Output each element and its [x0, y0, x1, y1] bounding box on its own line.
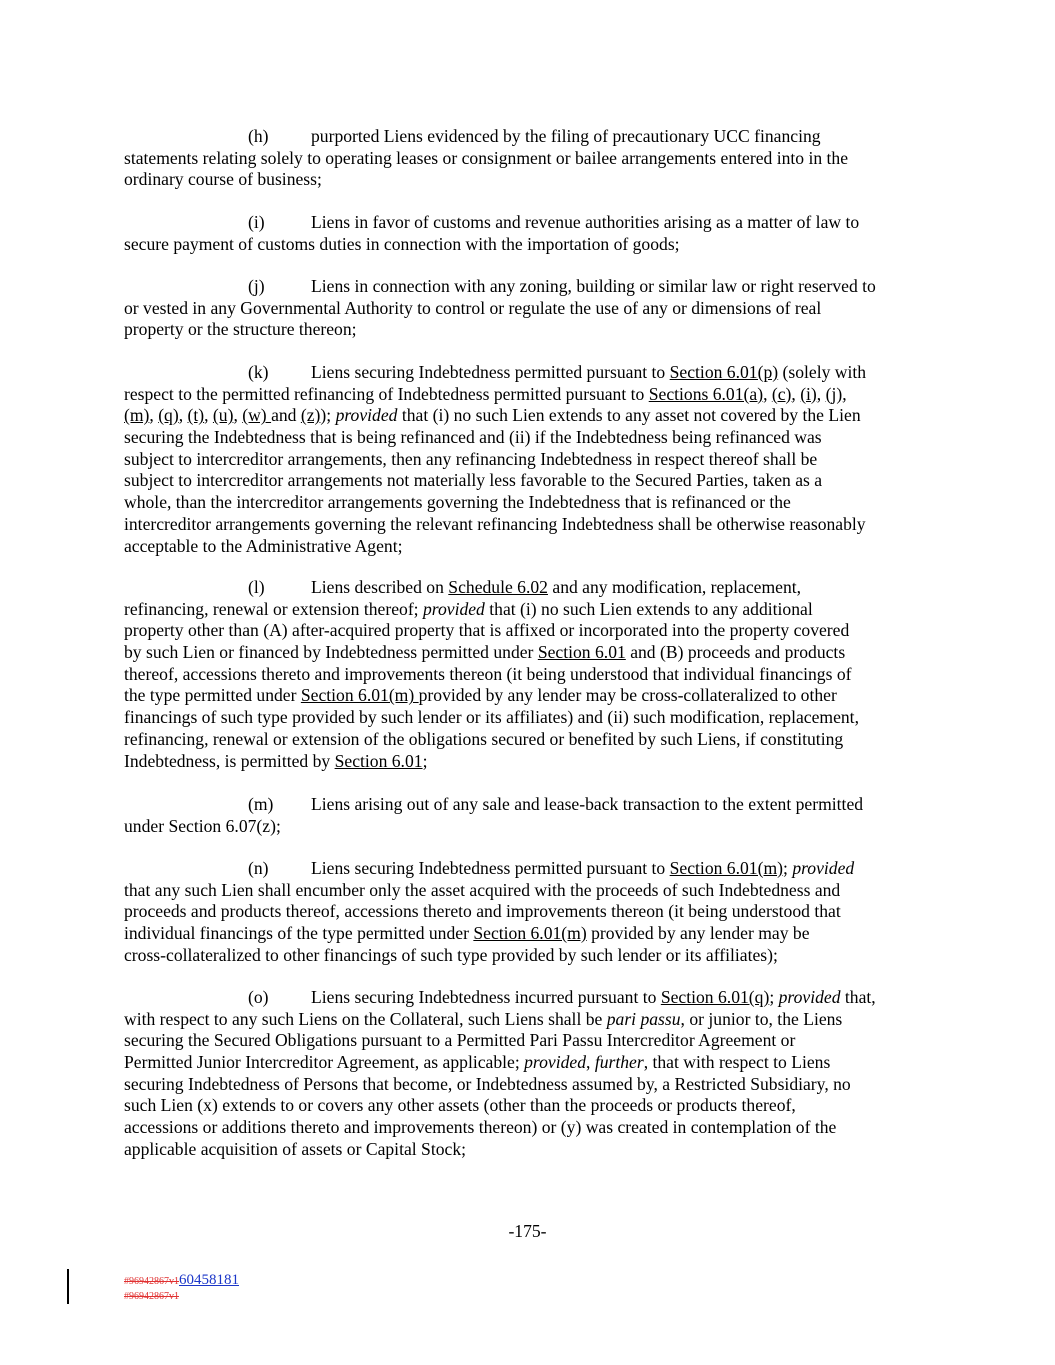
text-run: , or junior to, the Liens	[680, 1008, 843, 1029]
text-line	[124, 148, 944, 170]
cross-reference-link: (c)	[771, 383, 792, 404]
text-run: provided by any lender may be	[586, 923, 810, 944]
text-line	[124, 751, 944, 773]
text-line	[124, 945, 944, 967]
text-run: ,	[586, 1052, 595, 1073]
text-line	[124, 276, 944, 298]
italic-term: provided	[792, 858, 855, 878]
clause-paragraph	[124, 987, 944, 1161]
clause-label: (o)	[248, 987, 269, 1007]
text-run: accessions or additions thereto and improvements thereon) or (y) was created in contemplation of the	[124, 1117, 837, 1138]
clause-label: (k)	[248, 362, 269, 382]
text-line	[124, 664, 944, 686]
cross-reference-link: (u)	[212, 405, 234, 426]
text-line	[124, 987, 944, 1009]
text-line	[124, 234, 944, 256]
clause-label: (m)	[248, 794, 274, 814]
clause-label: (n)	[248, 858, 269, 878]
text-run: refinancing, renewal or extension of the obligations secured or benefited by such Liens, if constituting	[124, 728, 844, 749]
cross-reference-link: Sections 6.01(a)	[648, 383, 764, 404]
text-run: under Section 6.07(z);	[124, 815, 281, 836]
text-run: that (i) no such Lien extends to any additional	[484, 598, 813, 619]
cross-reference-link: Section 6.01(m)	[473, 923, 587, 944]
inserted-doc-id: 60458181	[179, 1272, 239, 1288]
clause-paragraph	[124, 577, 944, 772]
text-run: ,	[149, 405, 159, 426]
text-line	[124, 126, 944, 148]
cross-reference-link: Section 6.01(q)	[660, 987, 770, 1007]
text-run: or vested in any Governmental Authority to control or regulate the use of any or dimensions of real	[124, 297, 822, 318]
text-run: and (B) proceeds and products	[625, 642, 846, 663]
text-line	[124, 427, 944, 449]
clause-label: (i)	[248, 212, 265, 232]
text-line	[124, 880, 944, 902]
text-line	[124, 642, 944, 664]
text-line	[124, 577, 944, 599]
text-run: ,	[204, 405, 213, 426]
text-run: property other than (A) after-acquired property that is affixed or incorporated into the property covered	[124, 620, 850, 641]
text-run: securing Indebtedness of Persons that become, or Indebtedness assumed by, a Restricted Subsidiary, no	[124, 1073, 851, 1094]
clause-paragraph	[124, 858, 944, 966]
text-line	[124, 492, 944, 514]
text-run: that (i) no such Lien extends to any asset not covered by the Lien	[397, 405, 861, 426]
text-line	[124, 1052, 944, 1074]
text-run: individual financings of the type permitted under	[124, 923, 474, 944]
clause-paragraph	[124, 362, 944, 557]
text-run: Permitted Junior Intercreditor Agreement, as applicable;	[124, 1052, 525, 1073]
text-line	[124, 319, 944, 341]
text-run: whole, than the intercreditor arrangements governing the Indebtedness that is refinanced or the	[124, 492, 791, 513]
text-line	[124, 858, 944, 880]
text-run: securing the Indebtedness that is being refinanced and (ii) if the Indebtedness being refinanced was	[124, 427, 822, 448]
text-line	[124, 1074, 944, 1096]
text-line	[124, 362, 944, 384]
page-number: -175-	[508, 1221, 547, 1241]
text-run: ,	[763, 383, 772, 404]
text-run: Liens arising out of any sale and lease-back transaction to the extent permitted	[311, 794, 864, 814]
clause-first-line	[311, 126, 821, 148]
text-run: secure payment of customs duties in connection with the importation of goods;	[124, 233, 680, 254]
text-run: respect to the permitted refinancing of Indebtedness permitted pursuant to	[124, 383, 649, 404]
text-line	[124, 901, 944, 923]
text-run: subject to intercreditor arrangements not materially less favorable to the Secured Parties, taken as a	[124, 470, 823, 491]
text-line	[124, 1030, 944, 1052]
text-run: );	[320, 405, 336, 426]
text-line	[124, 298, 944, 320]
italic-term: provided	[524, 1052, 587, 1073]
text-run: ordinary course of business;	[124, 169, 322, 190]
text-run: Liens described on	[311, 577, 449, 597]
text-line	[124, 620, 944, 642]
cross-reference-link: Section 6.01	[537, 642, 626, 663]
text-run: such Lien (x) extends to or covers any other assets (other than the proceeds or products thereof,	[124, 1095, 796, 1116]
clause-label: (h)	[248, 126, 269, 146]
cross-reference-link: (i)	[800, 383, 817, 404]
text-run: ,	[842, 383, 847, 404]
text-run: and any modification, replacement,	[547, 577, 802, 597]
text-run: Liens securing Indebtedness permitted pursuant to	[311, 362, 670, 382]
text-line	[124, 169, 944, 191]
text-line	[124, 1009, 944, 1031]
text-line	[124, 470, 944, 492]
text-line	[124, 384, 944, 406]
text-run: that any such Lien shall encumber only the asset acquired with the proceeds of such Indebtedness and	[124, 879, 841, 900]
clause-paragraph	[124, 126, 944, 191]
deleted-doc-id: #96942867v1	[124, 1291, 179, 1302]
clause-first-line	[311, 987, 876, 1009]
text-line	[124, 1117, 944, 1139]
text-run: property or the structure thereon;	[124, 319, 357, 340]
text-line	[124, 1095, 944, 1117]
text-line	[124, 794, 944, 816]
text-run: ;	[783, 858, 793, 878]
italic-term: further	[594, 1052, 644, 1073]
clause-paragraph	[124, 794, 944, 837]
text-run: ,	[791, 383, 801, 404]
cross-reference-link: Schedule 6.02	[448, 577, 548, 597]
text-run: applicable acquisition of assets or Capital Stock;	[124, 1138, 467, 1159]
cross-reference-link: (j)	[825, 383, 843, 404]
text-run: ;	[769, 987, 779, 1007]
clause-label: (l)	[248, 577, 265, 597]
text-run: subject to intercreditor arrangements, then any refinancing Indebtedness in respect thereof shall be	[124, 448, 818, 469]
text-run: Liens in favor of customs and revenue authorities arising as a matter of law to	[311, 212, 860, 232]
text-run: ,	[233, 405, 243, 426]
clause-first-line	[311, 577, 801, 599]
document-id-footer	[124, 1273, 239, 1304]
italic-term: provided	[778, 987, 841, 1007]
clause-first-line	[311, 858, 854, 880]
text-line	[124, 449, 944, 471]
italic-term: provided	[335, 405, 398, 426]
text-run: thereof, accessions thereto and improvements thereon (it being understood that individual financings of	[124, 663, 852, 684]
cross-reference-link: (t)	[187, 405, 205, 426]
text-line	[124, 729, 944, 751]
text-run: provided by any lender may be cross-collateralized to other	[418, 685, 837, 706]
cross-reference-link: Section 6.01(m)	[300, 685, 419, 706]
clause-paragraph	[124, 212, 944, 255]
text-line	[124, 923, 944, 945]
italic-term: pari passu	[606, 1008, 681, 1029]
cross-reference-link: Section 6.01(p)	[669, 362, 779, 382]
deleted-doc-id: #96942867v1	[124, 1276, 179, 1287]
text-run: Liens securing Indebtedness incurred pursuant to	[311, 987, 661, 1007]
text-run: purported Liens evidenced by the filing of precautionary UCC financing	[311, 126, 821, 146]
cross-reference-link: Section 6.01(m)	[669, 858, 784, 878]
cross-reference-link: (w)	[242, 405, 272, 426]
clause-paragraph	[124, 276, 944, 341]
text-line	[124, 1139, 944, 1161]
text-run: intercreditor arrangements governing the relevant refinancing Indebtedness shall be otherwise reasonably	[124, 513, 866, 534]
cross-reference-link: (q)	[158, 405, 179, 426]
cross-reference-link: Section 6.01	[334, 750, 423, 771]
clause-label: (j)	[248, 276, 265, 296]
text-line	[124, 212, 944, 234]
text-run: statements relating solely to operating leases or consignment or bailee arrangements entered into in the	[124, 147, 849, 168]
text-run: and	[271, 405, 301, 426]
text-run: ,	[178, 405, 188, 426]
text-run: acceptable to the Administrative Agent;	[124, 535, 403, 556]
text-run: that,	[840, 987, 876, 1007]
text-run: (solely with	[778, 362, 867, 382]
text-run: the type permitted under	[124, 685, 301, 706]
text-run: Liens in connection with any zoning, building or similar law or right reserved to	[311, 276, 876, 296]
text-line	[124, 685, 944, 707]
text-run: proceeds and products thereof, accessions thereto and improvements thereon (it being understood that	[124, 901, 841, 922]
text-line	[124, 514, 944, 536]
text-line	[124, 405, 944, 427]
text-line	[124, 536, 944, 558]
italic-term: provided	[422, 598, 485, 619]
change-bar	[67, 1269, 69, 1304]
cross-reference-link: (m)	[124, 405, 150, 426]
text-run: ;	[422, 750, 428, 771]
text-run: refinancing, renewal or extension thereof;	[124, 598, 423, 619]
clause-first-line	[311, 362, 866, 384]
text-run: Liens securing Indebtedness permitted pursuant to	[311, 858, 670, 878]
text-run: , that with respect to Liens	[643, 1052, 831, 1073]
text-run: ,	[816, 383, 826, 404]
text-run: securing the Secured Obligations pursuant to a Permitted Pari Passu Intercreditor Agreement or	[124, 1030, 796, 1051]
text-line	[124, 707, 944, 729]
text-run: financings of such type provided by such lender or its affiliates) and (ii) such modification, replacement,	[124, 707, 859, 728]
text-line	[124, 599, 944, 621]
text-run: by such Lien or financed by Indebtedness permitted under	[124, 642, 538, 663]
text-run: cross-collateralized to other financings of such type provided by such lender or its affiliates);	[124, 944, 778, 965]
text-run: Indebtedness, is permitted by	[124, 750, 335, 771]
text-run: with respect to any such Liens on the Collateral, such Liens shall be	[124, 1008, 607, 1029]
clause-first-line	[311, 276, 876, 298]
cross-reference-link: (z)	[300, 405, 321, 426]
clause-first-line	[311, 794, 863, 816]
text-line	[124, 816, 944, 838]
clause-first-line	[311, 212, 859, 234]
